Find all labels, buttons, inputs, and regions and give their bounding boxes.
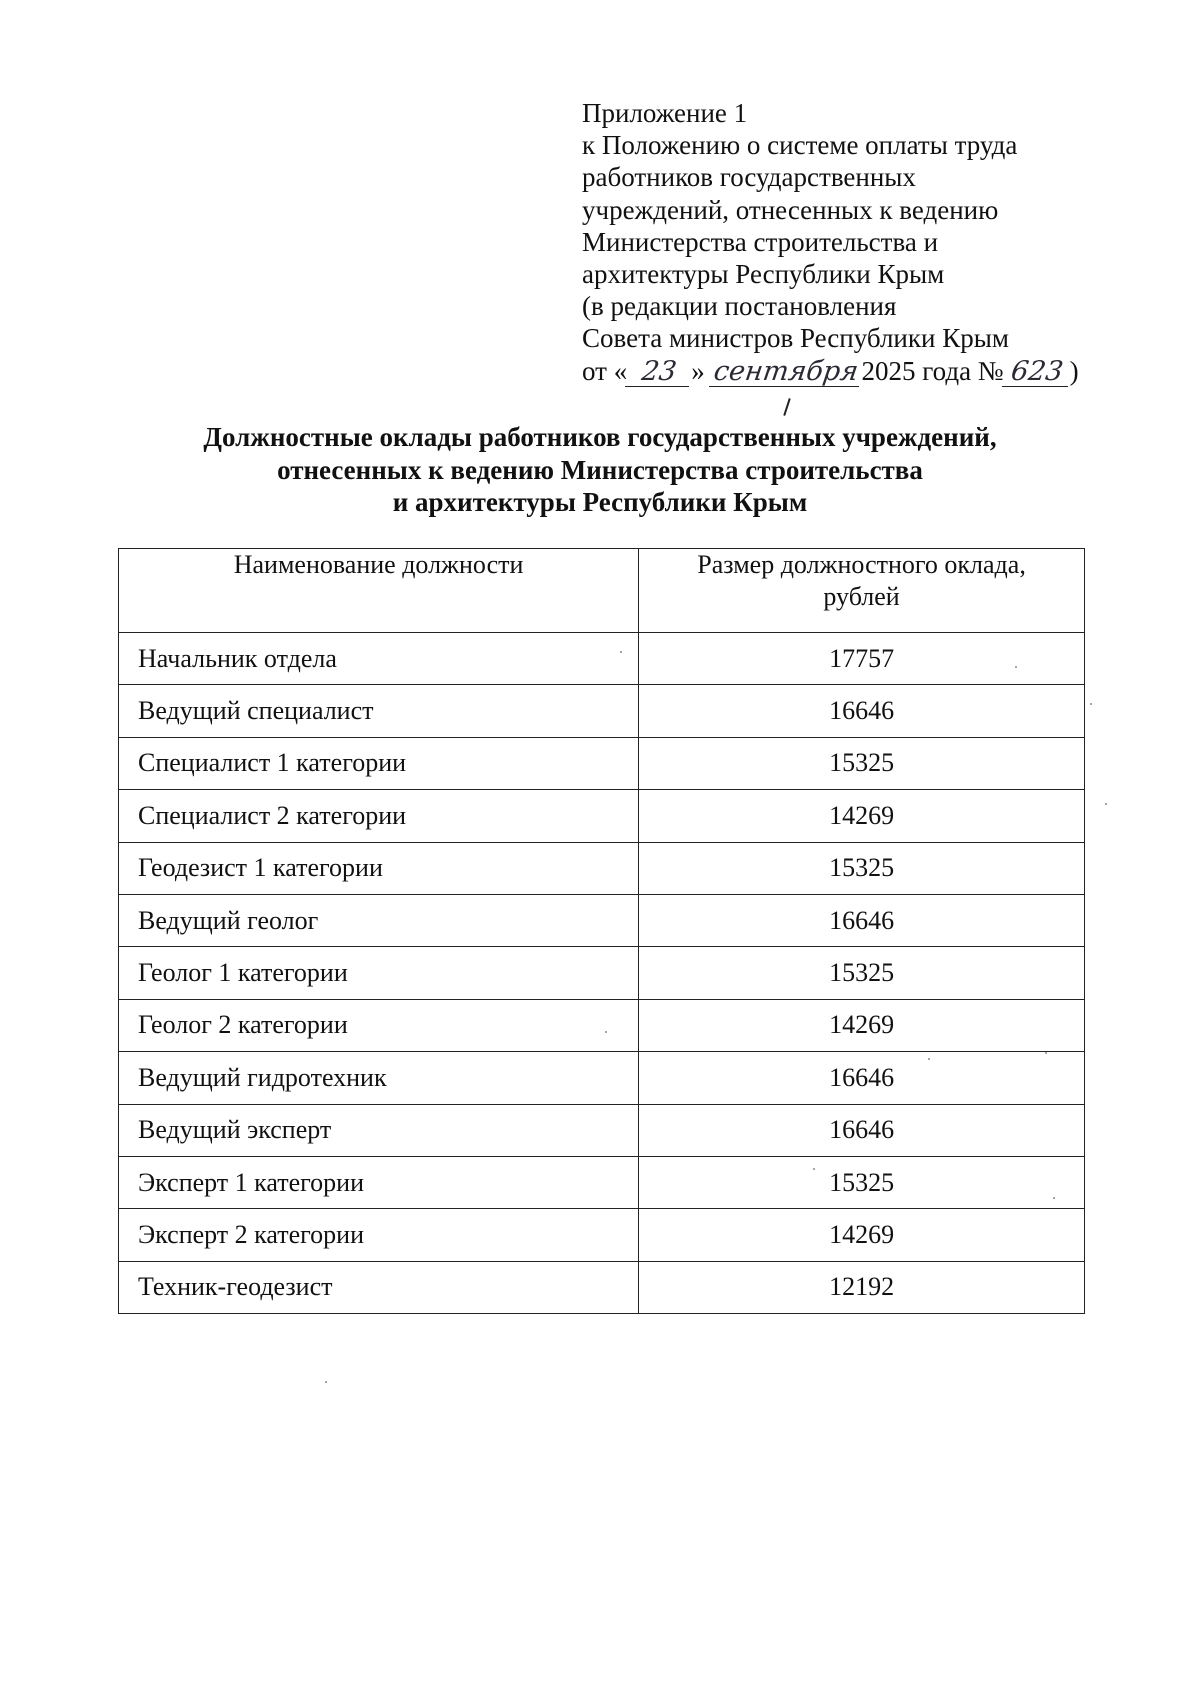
salary-cell: 12192 — [639, 1261, 1085, 1313]
position-cell: Техник-геодезист — [119, 1261, 639, 1313]
year-text: 2025 года № — [861, 355, 1004, 386]
table-row — [119, 1209, 1085, 1261]
table-row — [119, 1052, 1085, 1104]
salary-cell: 17757 — [639, 633, 1085, 685]
position-cell: Начальник отдела — [119, 633, 639, 685]
position-cell: Геодезист 1 категории — [119, 842, 639, 894]
salary-cell: 16646 — [639, 894, 1085, 946]
position-cell: Эксперт 1 категории — [119, 1156, 639, 1208]
salary-cell: 15325 — [639, 947, 1085, 999]
scan-speck — [1053, 1197, 1055, 1199]
table-row — [119, 1261, 1085, 1313]
position-cell: Специалист 2 категории — [119, 790, 639, 842]
annex-date-line — [582, 355, 1142, 387]
handwritten-number: 623 — [1002, 358, 1072, 387]
position-cell: Геолог 1 категории — [119, 947, 639, 999]
position-cell: Геолог 2 категории — [119, 999, 639, 1051]
scan-speck — [928, 1058, 930, 1060]
date-prefix: от « — [582, 355, 628, 386]
salary-cell: 14269 — [639, 790, 1085, 842]
salary-cell: 14269 — [639, 999, 1085, 1051]
table-row — [119, 894, 1085, 946]
handwritten-day: 23 — [625, 358, 693, 387]
scan-speck — [1045, 1052, 1047, 1054]
table-row — [119, 1104, 1085, 1156]
header-salary — [639, 549, 1085, 633]
scan-speck — [813, 1168, 815, 1170]
position-cell: Специалист 1 категории — [119, 737, 639, 789]
scan-speck — [1090, 703, 1092, 705]
table-header-row — [119, 549, 1085, 633]
handwritten-stroke — [783, 398, 790, 416]
salary-cell: 16646 — [639, 1104, 1085, 1156]
table-row — [119, 790, 1085, 842]
table-row — [119, 842, 1085, 894]
handwritten-month: сентября — [709, 358, 863, 387]
salary-cell: 14269 — [639, 1209, 1085, 1261]
salary-cell: 16646 — [639, 1052, 1085, 1104]
annex-line: (в редакции постановления — [582, 291, 897, 322]
table-body — [119, 633, 1085, 1314]
scan-speck — [1105, 803, 1107, 805]
title-line: и архитектуры Республики Крым — [392, 487, 808, 517]
table-row — [119, 685, 1085, 737]
position-cell: Ведущий гидротехник — [119, 1052, 639, 1104]
position-cell: Эксперт 2 категории — [119, 1209, 639, 1261]
title-line: отнесенных к ведению Министерства строительства — [277, 454, 923, 485]
document-title — [110, 421, 1090, 519]
salary-cell: 15325 — [639, 842, 1085, 894]
annex-line: работников государственных — [582, 162, 916, 193]
annex-line: Министерства строительства и — [582, 226, 939, 257]
table-row — [119, 633, 1085, 685]
table-row — [119, 999, 1085, 1051]
salary-cell: 15325 — [639, 737, 1085, 789]
annex-line: Совета министров Республики Крым — [582, 323, 1009, 354]
scan-speck — [325, 1381, 327, 1383]
annex-line: Приложение 1 — [582, 98, 748, 128]
salary-cell: 15325 — [639, 1156, 1085, 1208]
salary-cell: 16646 — [639, 685, 1085, 737]
scan-speck — [1015, 666, 1017, 668]
header-position: Наименование должности — [119, 549, 639, 633]
title-line: Должностные оклады работников государственных учреждений, — [203, 422, 997, 452]
annex-line: к Положению о системе оплаты труда — [582, 130, 1018, 161]
paren-close: ) — [1069, 355, 1079, 386]
table-row — [119, 1156, 1085, 1208]
position-cell: Ведущий специалист — [119, 685, 639, 737]
salary-table — [118, 548, 1085, 1314]
annex-line: архитектуры Республики Крым — [582, 259, 945, 290]
table-row — [119, 737, 1085, 789]
scan-speck — [605, 1031, 607, 1033]
position-cell: Ведущий геолог — [119, 894, 639, 946]
position-cell: Ведущий эксперт — [119, 1104, 639, 1156]
annex-line: учреждений, отнесенных к ведению — [582, 194, 999, 225]
annex-block — [582, 97, 1142, 387]
table-row — [119, 947, 1085, 999]
quote-close: » — [691, 355, 705, 386]
header-salary-label: Размер должностного оклада, рублей — [697, 550, 1026, 611]
scan-speck — [620, 651, 622, 653]
